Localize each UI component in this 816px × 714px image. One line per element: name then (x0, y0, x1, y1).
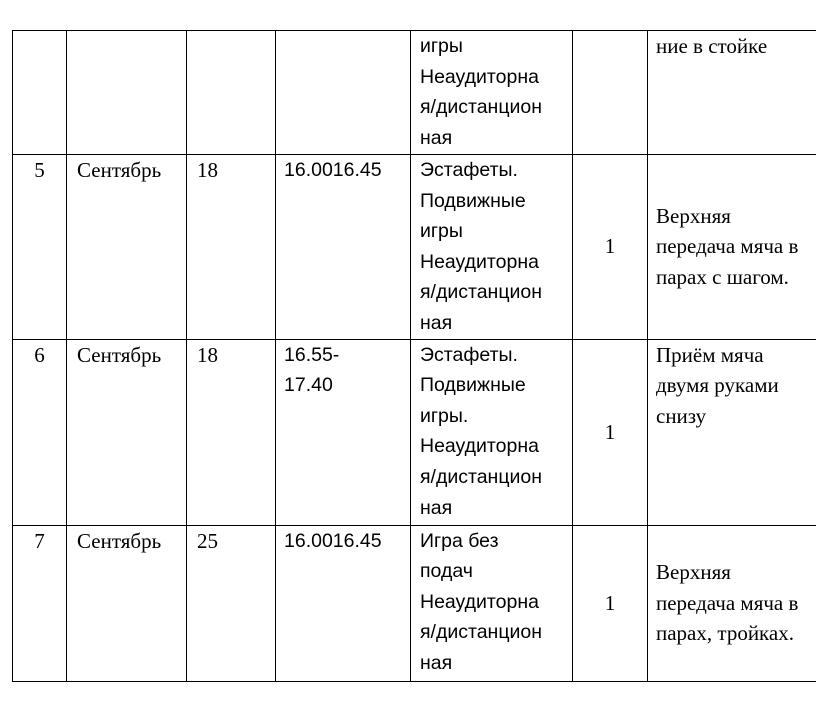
cell-hours: 1 (573, 339, 648, 525)
topic-line: игры (420, 220, 463, 243)
topic-line: я/дистанцион (420, 96, 542, 119)
topic-line: Игра без (420, 529, 499, 552)
topic-line: ная (420, 651, 453, 674)
cell-content (648, 339, 816, 525)
topic-line: ная (420, 311, 453, 334)
topic-line: Неаудиторна (420, 435, 539, 458)
cell-time (276, 525, 411, 681)
cell-topic (411, 155, 573, 340)
content-line: Верхняя (656, 560, 731, 585)
content-line: передача мяча в (656, 234, 799, 259)
cell-number (13, 31, 67, 155)
content-line: Приём мяча (656, 342, 764, 367)
topic-line: ная (420, 496, 453, 519)
cell-content (648, 155, 816, 340)
cell-hours (573, 31, 648, 155)
cell-content (648, 525, 816, 681)
cell-day: 18 (187, 155, 276, 340)
cell-time (276, 339, 411, 525)
table-row (13, 339, 816, 525)
topic-line: подач (420, 560, 473, 583)
content-line: снизу (656, 403, 707, 428)
cell-month: Сентябрь (67, 525, 187, 681)
content-line: передача мяча в (656, 590, 799, 615)
cell-content (648, 31, 816, 155)
topic-line: я/дистанцион (420, 465, 542, 488)
cell-time (276, 31, 411, 155)
time-line: 16.0016.45 (284, 159, 382, 181)
table-row (13, 155, 816, 340)
cell-topic (411, 525, 573, 681)
topic-line: Неаудиторна (420, 590, 539, 613)
cell-topic (411, 31, 573, 155)
topic-line: Эстафеты. (420, 159, 518, 181)
content-line: двумя руками (656, 373, 779, 398)
cell-number: 5 (13, 155, 67, 340)
content-line: Верхняя (656, 203, 731, 228)
cell-hours: 1 (573, 525, 648, 681)
topic-line: игры (420, 35, 463, 57)
time-line: 16.0016.45 (284, 529, 382, 552)
topic-line: Подвижные (420, 189, 526, 212)
cell-hours: 1 (573, 155, 648, 340)
topic-line: я/дистанцион (420, 281, 542, 304)
cell-month (67, 31, 187, 155)
table-row (13, 31, 816, 155)
cell-day: 25 (187, 525, 276, 681)
cell-topic (411, 339, 573, 525)
content-line: парах с шагом. (656, 265, 789, 290)
cell-number: 7 (13, 525, 67, 681)
topic-line: Подвижные (420, 374, 526, 397)
topic-line: Неаудиторна (420, 65, 539, 88)
topic-line: игры. (420, 404, 469, 427)
time-line: 16.55- (284, 343, 340, 366)
schedule-table (12, 30, 816, 682)
cell-month: Сентябрь (67, 339, 187, 525)
cell-number: 6 (13, 339, 67, 525)
content-line: ние в стойке (656, 34, 768, 58)
content-line: парах, тройках. (656, 621, 795, 646)
cell-day: 18 (187, 339, 276, 525)
cell-day (187, 31, 276, 155)
topic-line: Эстафеты. (420, 343, 518, 366)
table-row (13, 525, 816, 681)
topic-line: Неаудиторна (420, 250, 539, 273)
topic-line: ная (420, 126, 453, 149)
cell-month: Сентябрь (67, 155, 187, 340)
topic-line: я/дистанцион (420, 621, 542, 644)
time-line: 17.40 (284, 374, 333, 397)
cell-time (276, 155, 411, 340)
